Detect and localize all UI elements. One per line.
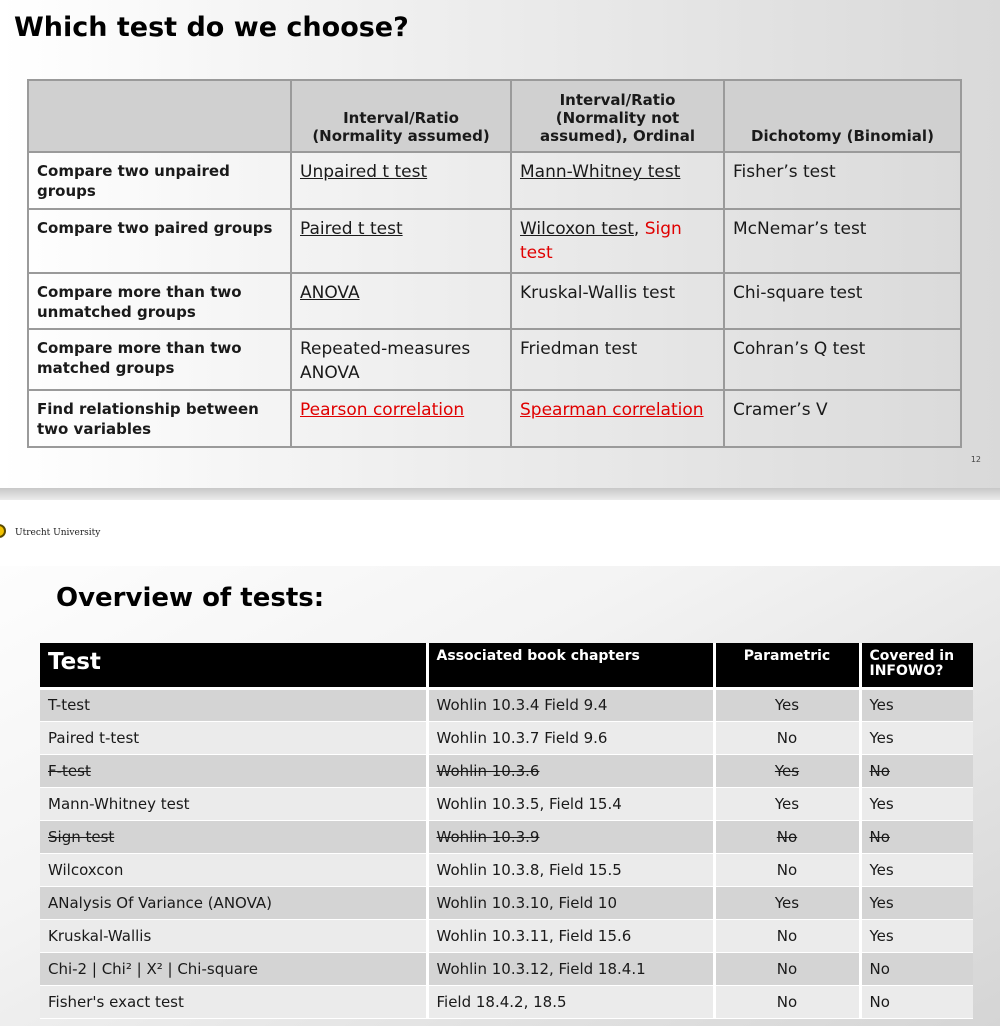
chapters-cell: Wohlin 10.3.11, Field 15.6 <box>427 919 714 952</box>
parametric-cell: No <box>714 853 860 886</box>
test-cell: Sign test <box>40 820 427 853</box>
row-label: Compare two unpaired groups <box>28 152 291 209</box>
table-row <box>40 853 973 886</box>
test-link[interactable]: Spearman correlation <box>520 400 704 420</box>
table-row <box>40 886 973 919</box>
covered-cell: No <box>860 952 973 985</box>
header-covered: Covered in INFOWO? <box>860 643 973 688</box>
row-label: Compare more than two matched groups <box>28 329 291 390</box>
slide-divider <box>0 488 1000 500</box>
covered-cell: Yes <box>860 787 973 820</box>
chapters-cell: Wohlin 10.3.8, Field 15.5 <box>427 853 714 886</box>
test-cell: ANalysis Of Variance (ANOVA) <box>40 886 427 919</box>
test-name-highlight: Cramer’s V <box>724 390 961 447</box>
test-cell: Fisher's exact test <box>40 985 427 1018</box>
chapters-cell: Field 18.4.2, 18.5 <box>427 985 714 1018</box>
covered-cell: Yes <box>860 886 973 919</box>
slide-number: 12 <box>970 455 981 464</box>
slide-title: Overview of tests: <box>56 583 325 613</box>
parametric-cell: Yes <box>714 886 860 919</box>
parametric-cell: No <box>714 985 860 1018</box>
test-name: Kruskal-Wallis test <box>511 273 724 329</box>
test-link[interactable]: Unpaired t test <box>300 162 428 182</box>
table-row <box>40 919 973 952</box>
header-interval-nonnormal: Interval/Ratio (Normality not assumed), Ordinal <box>511 80 724 152</box>
parametric-cell: No <box>714 952 860 985</box>
chapters-cell: Wohlin 10.3.12, Field 18.4.1 <box>427 952 714 985</box>
chapters-cell: Wohlin 10.3.7 Field 9.6 <box>427 721 714 754</box>
table-row <box>28 273 961 329</box>
parametric-cell: Yes <box>714 754 860 787</box>
test-link[interactable]: Paired t test <box>300 219 403 239</box>
covered-cell: Yes <box>860 853 973 886</box>
table-row <box>28 390 961 447</box>
institution-name: Utrecht University <box>15 528 101 538</box>
institution-header <box>0 500 1000 566</box>
covered-cell: Yes <box>860 721 973 754</box>
slide-overview <box>0 500 1000 1026</box>
test-choice-table <box>27 79 962 448</box>
chapters-cell: Wohlin 10.3.9 <box>427 820 714 853</box>
test-cell: Wilcoxcon <box>40 853 427 886</box>
slide-which-test <box>0 0 1000 490</box>
test-cell: Kruskal-Wallis <box>40 919 427 952</box>
covered-cell: No <box>860 985 973 1018</box>
header-empty <box>28 80 291 152</box>
header-interval-normal: Interval/Ratio (Normality assumed) <box>291 80 511 152</box>
test-cell: Mann-Whitney test <box>40 787 427 820</box>
test-name-highlight: Cohran’s Q test <box>724 329 961 390</box>
test-cell: F-test <box>40 754 427 787</box>
test-link[interactable]: Wilcoxon test <box>520 219 634 239</box>
test-name-highlight: Repeated-measures ANOVA <box>291 329 511 390</box>
row-label: Compare two paired groups <box>28 209 291 273</box>
table-row <box>40 787 973 820</box>
chapters-cell: Wohlin 10.3.6 <box>427 754 714 787</box>
parametric-cell: No <box>714 721 860 754</box>
header-test: Test <box>40 643 427 688</box>
separator: , <box>633 219 645 239</box>
table-row <box>28 329 961 390</box>
test-cell: Paired t-test <box>40 721 427 754</box>
chapters-cell: Wohlin 10.3.4 Field 9.4 <box>427 688 714 721</box>
overview-table <box>40 643 973 1019</box>
table-row <box>40 820 973 853</box>
covered-cell: Yes <box>860 919 973 952</box>
chapters-cell: Wohlin 10.3.10, Field 10 <box>427 886 714 919</box>
test-name: Chi-square test <box>724 273 961 329</box>
parametric-cell: No <box>714 919 860 952</box>
table-row <box>28 209 961 273</box>
parametric-cell: Yes <box>714 688 860 721</box>
parametric-cell: Yes <box>714 787 860 820</box>
table-row <box>40 952 973 985</box>
table-row <box>28 152 961 209</box>
parametric-cell: No <box>714 820 860 853</box>
slide-title: Which test do we choose? <box>14 12 409 43</box>
header-parametric: Parametric <box>714 643 860 688</box>
test-link[interactable]: Pearson correlation <box>300 400 465 420</box>
header-chapters: Associated book chapters <box>427 643 714 688</box>
covered-cell: Yes <box>860 688 973 721</box>
university-seal-icon <box>0 524 6 538</box>
row-label: Compare more than two unmatched groups <box>28 273 291 329</box>
table-row <box>40 688 973 721</box>
test-name-highlight: Friedman test <box>511 329 724 390</box>
table-row <box>40 985 973 1018</box>
test-name-highlight: McNemar’s test <box>724 209 961 273</box>
row-label: Find relationship between two variables <box>28 390 291 447</box>
test-name-highlight: Sign test <box>520 219 682 263</box>
covered-cell: No <box>860 754 973 787</box>
test-cell: Chi-2 | Chi² | Χ² | Chi-square <box>40 952 427 985</box>
chapters-cell: Wohlin 10.3.5, Field 15.4 <box>427 787 714 820</box>
test-link[interactable]: ANOVA <box>300 283 360 303</box>
test-cell: T-test <box>40 688 427 721</box>
covered-cell: No <box>860 820 973 853</box>
test-name: Fisher’s test <box>724 152 961 209</box>
table-row <box>40 721 973 754</box>
header-dichotomy: Dichotomy (Binomial) <box>724 80 961 152</box>
test-link[interactable]: Mann-Whitney test <box>520 162 681 182</box>
table-row <box>40 754 973 787</box>
